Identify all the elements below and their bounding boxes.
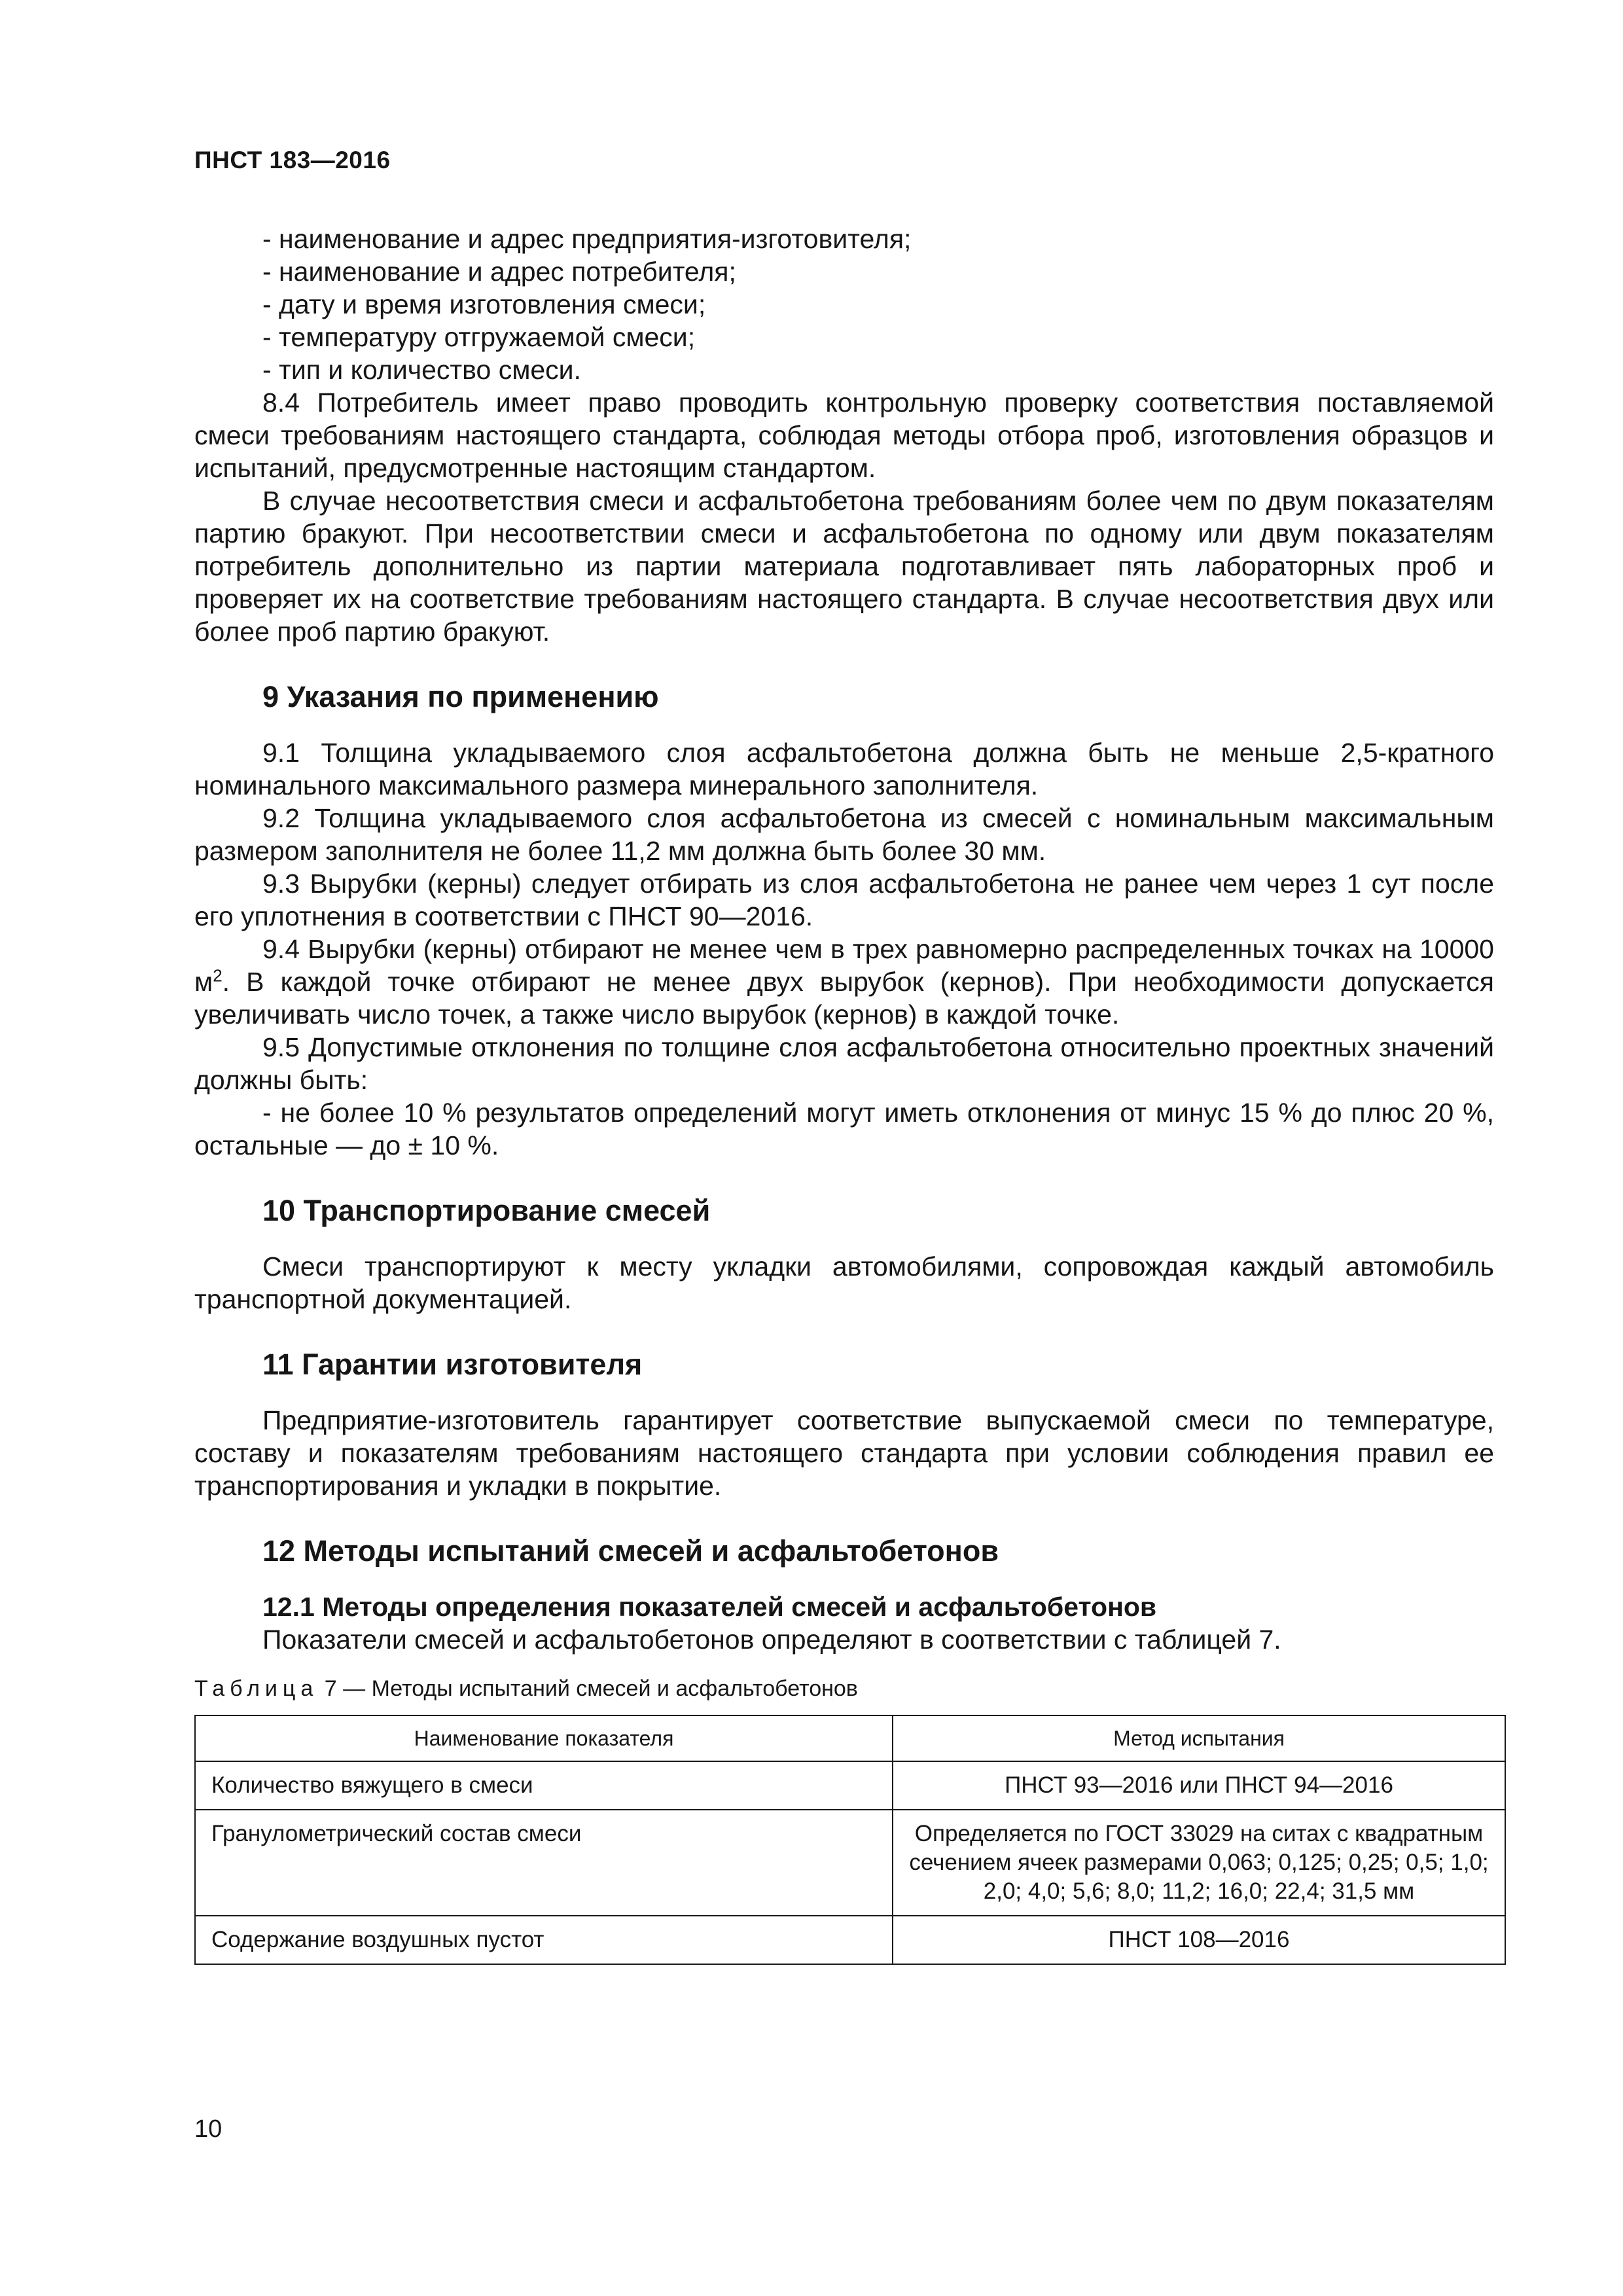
list-item: - наименование и адрес потребителя;	[262, 257, 736, 287]
list-item: - дату и время изготовления смеси;	[262, 289, 706, 319]
table-cell-name: Содержание воздушных пустот	[195, 1916, 893, 1964]
list-item: - температуру отгружаемой смеси;	[262, 322, 696, 352]
paragraph-10: Смеси транспортируют к месту укладки автомобилями, сопровождая каждый автомобиль транспортной документацией.	[194, 1251, 1494, 1314]
paragraph-9-4-part2: . В каждой точке отбирают не менее двух вырубок (кернов). При необходимости допускается увеличивать число точек, а также число вырубок (кернов) в каждой точке.	[194, 967, 1494, 1030]
subsection-12-1-heading: 12.1 Методы определения показателей смесей и асфальтобетонов	[262, 1592, 1157, 1622]
table-cell-method: ПНСТ 93—2016 или ПНСТ 94—2016	[893, 1761, 1505, 1810]
paragraph-9-5: 9.5 Допустимые отклонения по толщине слоя асфальтобетона относительно проектных значений должны быть:	[194, 1032, 1494, 1095]
paragraph-11: Предприятие-изготовитель гарантирует соответствие выпускаемой смеси по температуре, составу и показателям требованиям настоящего стандарта при условии соблюдения правил ее транспортирования и укладки в покрытие.	[194, 1405, 1494, 1501]
superscript-2: 2	[213, 965, 223, 986]
table-cell-name: Гранулометрический состав смеси	[195, 1810, 893, 1916]
paragraph-8-4: 8.4 Потребитель имеет право проводить контрольную проверку соответствия поставляемой смеси требованиям настоящего стандарта, соблюдая методы отбора проб, изготовления образцов и испытаний, предусмотренные настоящим стандартом.	[194, 387, 1494, 483]
paragraph-12-1: Показатели смесей и асфальтобетонов определяют в соответствии с таблицей 7.	[262, 1624, 1281, 1655]
table-row	[195, 1810, 1505, 1916]
section-12-heading: 12 Методы испытаний смесей и асфальтобетонов	[262, 1534, 999, 1568]
list-item: - тип и количество смеси.	[262, 355, 581, 385]
section-11-heading: 11 Гарантии изготовителя	[262, 1348, 643, 1381]
list-item: - наименование и адрес предприятия-изготовителя;	[262, 224, 912, 254]
table-cell-name: Количество вяжущего в смеси	[195, 1761, 893, 1810]
paragraph-8-4-continued: В случае несоответствия смеси и асфальтобетона требованиям более чем по двум показателям партию бракуют. При несоответствии смеси и асфальтобетона по одному или двум показателям потребитель дополнительно из партии материала подготавливает пять лабораторных проб и проверяет их на соответствие требованиям настоящего стандарта. В случае несоответствия двух или более проб партию бракуют.	[194, 486, 1494, 647]
table-row	[195, 1761, 1505, 1810]
paragraph-9-1: 9.1 Толщина укладываемого слоя асфальтобетона должна быть не меньше 2,5-кратного номинального максимального размера минерального заполнителя.	[194, 738, 1494, 800]
paragraph-9-3: 9.3 Вырубки (керны) следует отбирать из слоя асфальтобетона не ранее чем через 1 сут после его уплотнения в соответствии с ПНСТ 90—2016.	[194, 869, 1494, 931]
table-7-caption	[194, 1674, 1494, 1703]
paragraph-9-4	[194, 933, 1494, 1031]
section-10-heading: 10 Транспортирование смесей	[262, 1194, 711, 1227]
document-header-code: ПНСТ 183—2016	[194, 147, 391, 173]
table-cell-method: Определяется по ГОСТ 33029 на ситах с квадратным сечением ячеек размерами 0,063; 0,125; 0,25; 0,5; 1,0; 2,0; 4,0; 5,6; 8,0; 11,2; 16,0; 22,4; 31,5 мм	[893, 1810, 1505, 1916]
table-caption-text: 7 — Методы испытаний смесей и асфальтобетонов	[324, 1676, 858, 1701]
table-caption-label: Таблица	[194, 1676, 319, 1701]
column-header-method: Метод испытания	[893, 1715, 1505, 1761]
table-7	[194, 1715, 1506, 1965]
paragraph-9-2: 9.2 Толщина укладываемого слоя асфальтобетона из смесей с номинальным максимальным размером заполнителя не более 11,2 мм должна быть более 30 мм.	[194, 803, 1494, 866]
paragraph-9-4-part1: 9.4 Вырубки (керны) отбирают не менее чем в трех равномерно распределенных точках на 10000 м	[194, 934, 1494, 997]
paragraph-9-5-item: - не более 10 % результатов определений могут иметь отклонения от минус 15 % до плюс 20 %, остальные — до ± 10 %.	[194, 1098, 1494, 1160]
section-9-heading: 9 Указания по применению	[262, 680, 659, 713]
column-header-name: Наименование показателя	[195, 1715, 893, 1761]
table-cell-method: ПНСТ 108—2016	[893, 1916, 1505, 1964]
table-header-row	[195, 1715, 1505, 1761]
document-body	[194, 223, 1494, 1965]
table-row	[195, 1916, 1505, 1964]
page-number: 10	[194, 2115, 223, 2143]
